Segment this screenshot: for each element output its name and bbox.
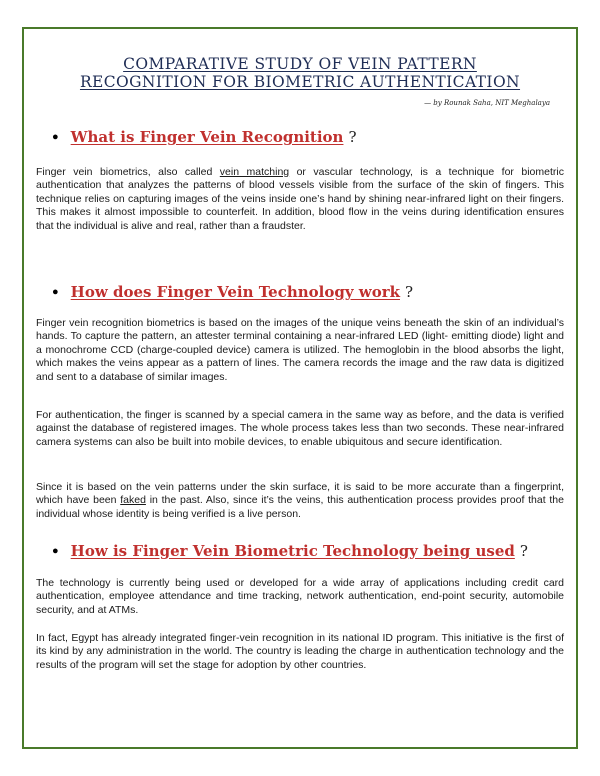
- bullet-icon: ●: [52, 545, 59, 557]
- inline-link-vein-matching[interactable]: vein matching: [219, 166, 290, 178]
- section-heading-link[interactable]: How does Finger Vein Technology work: [70, 283, 400, 301]
- paragraph: Finger vein recognition biometrics is based on the images of the unique veins beneath the skin of an individual’s hands. To capture the pattern, an attester terminal containing a near-infrared LED (light- emitting diode) light and a monochrome CCD (charge-coupled device) camera is utilized. The hemoglobin in the blood absorbs the light, which makes the veins appear as a pattern of lines. The camera records the image and the raw data is digitized and sent to a database of similar images.: [36, 317, 564, 383]
- paragraph: The technology is currently being used or developed for a wide array of applications including credit card authentication, employee attendance and time tracking, network authentication, end-point security, automobile security, and at ATMs.: [36, 577, 564, 616]
- question-mark: ?: [405, 283, 414, 301]
- question-mark: ?: [348, 128, 357, 146]
- section-heading-how-is: [52, 542, 528, 560]
- document-title-line-2: RECOGNITION FOR BIOMETRIC AUTHENTICATION: [79, 73, 521, 91]
- document-title-line-1: COMPARATIVE STUDY OF VEIN PATTERN: [123, 55, 477, 73]
- paragraph: In fact, Egypt has already integrated finger-vein recognition in its national ID program. This initiative is the first of its kind by any administration in the world. The country is leading the charge in authentication technology and the results of the program will set the stage for adoption by other countries.: [36, 632, 564, 671]
- bullet-icon: ●: [52, 131, 59, 143]
- section-heading-what-is: [52, 128, 357, 146]
- section-heading-link[interactable]: How is Finger Vein Biometric Technology being used: [70, 542, 515, 560]
- section-heading-how-does: [52, 283, 413, 301]
- paragraph: Since it is based on the vein patterns under the skin surface, it is said to be more accurate than a fingerprint, which have been faked in the past. Also, since it’s the veins, this authentication process provides proof that the individual whose identity is being verified is a live person.: [36, 481, 564, 520]
- bullet-icon: ●: [52, 286, 59, 298]
- paragraph: For authentication, the finger is scanned by a special camera in the same way as before, and the data is verified against the database of registered images. The whole process takes less than two seconds. These near-infrared camera systems can also be built into mobile devices, to enable ubiquitous and secure identification.: [36, 409, 564, 448]
- author-byline: — by Rounak Saha, NIT Meghalaya: [424, 99, 550, 107]
- paragraph: Finger vein biometrics, also called vein matching or vascular technology, is a technique for biometric authentication that analyzes the patterns of blood vessels visible from the surface of the skin of fingers. This technique relies on capturing images of the veins inside one’s hand by shining near-infrared light on their fingers. This makes it almost impossible to counterfeit. In addition, blood flow in the veins during identification ensures that the individual is alive and real, rather than a fraudster.: [36, 166, 564, 232]
- section-heading-link[interactable]: What is Finger Vein Recognition: [70, 128, 344, 146]
- inline-link-faked[interactable]: faked: [120, 494, 146, 507]
- question-mark: ?: [519, 542, 528, 560]
